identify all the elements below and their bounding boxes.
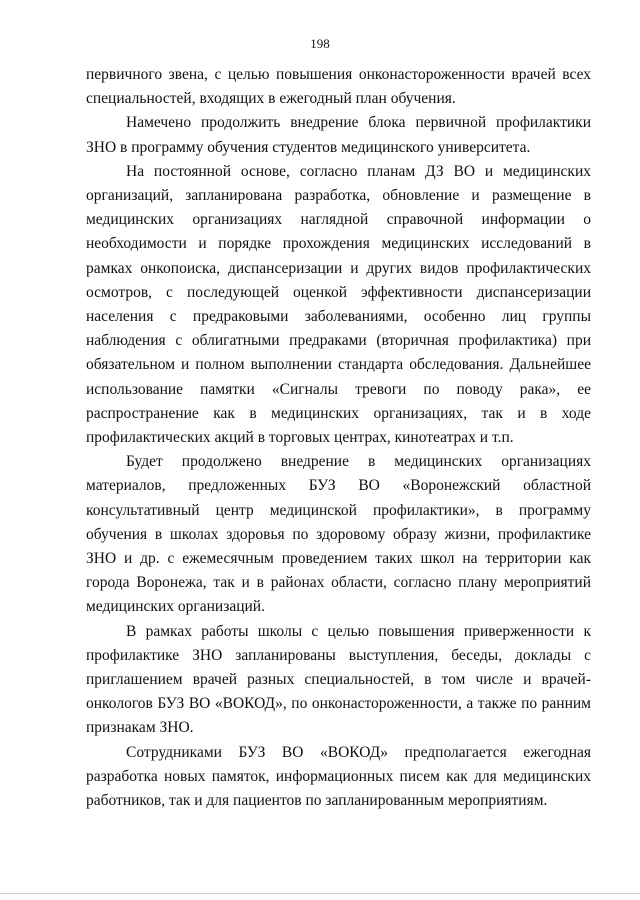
paragraph: В рамках работы школы с целью повышения приверженности к профилактике ЗНО запланированы выступления, беседы, доклады с приглашением врачей разных специальностей, в том числе и врачей-онкологов БУЗ ВО «ВОКОД», по онконастороженности, а также по ранним признакам ЗНО. — [86, 622, 591, 737]
page-number: 198 — [310, 36, 330, 51]
paragraph: На постоянной основе, согласно планам ДЗ ВО и медицинских организаций, запланирована разработка, обновление и размещение в медицинских организациях наглядной справочной информации о необходимости и порядке прохождения медицинских исследований в рамках онкопоиска, диспансеризации и других видов профилактических осмотров, с последующей оценкой эффективности диспансеризации населения с предраковыми заболеваниями, особенно лиц группы наблюдения с облигатными предраками (вторичная профилактика) при обязательном и полном выполнении стандарта обследования. Дальнейшее использование памятки «Сигналы тревоги по поводу рака», ее распространение как в медицинских организациях, так и в ходе профилактических акций в торговых центрах, кинотеатрах и т.п. — [86, 162, 591, 447]
page-bottom-edge — [0, 893, 640, 894]
paragraph: Сотрудниками БУЗ ВО «ВОКОД» предполагается ежегодная разработка новых памяток, информационных писем как для медицинских работников, так и для пациентов по запланированным мероприятиям. — [86, 743, 591, 810]
paragraph: Намечено продолжить внедрение блока первичной профилактики ЗНО в программу обучения студентов медицинского университета. — [86, 114, 591, 156]
paragraph-continuation: первичного звена, с целью повышения онконастороженности врачей всех специальностей, входящих в ежегодный план обучения. — [86, 66, 591, 108]
body-text — [86, 63, 591, 813]
paragraph: Будет продолжено внедрение в медицинских организациях материалов, предложенных БУЗ ВО «Воронежский областной консультативный центр медицинской профилактики», в программу обучения в школах здоровья по здоровому образу жизни, профилактике ЗНО и др. с ежемесячным проведением таких школ на территории как города Воронежа, так и в районах области, согласно плану мероприятий медицинских организаций. — [86, 453, 591, 616]
